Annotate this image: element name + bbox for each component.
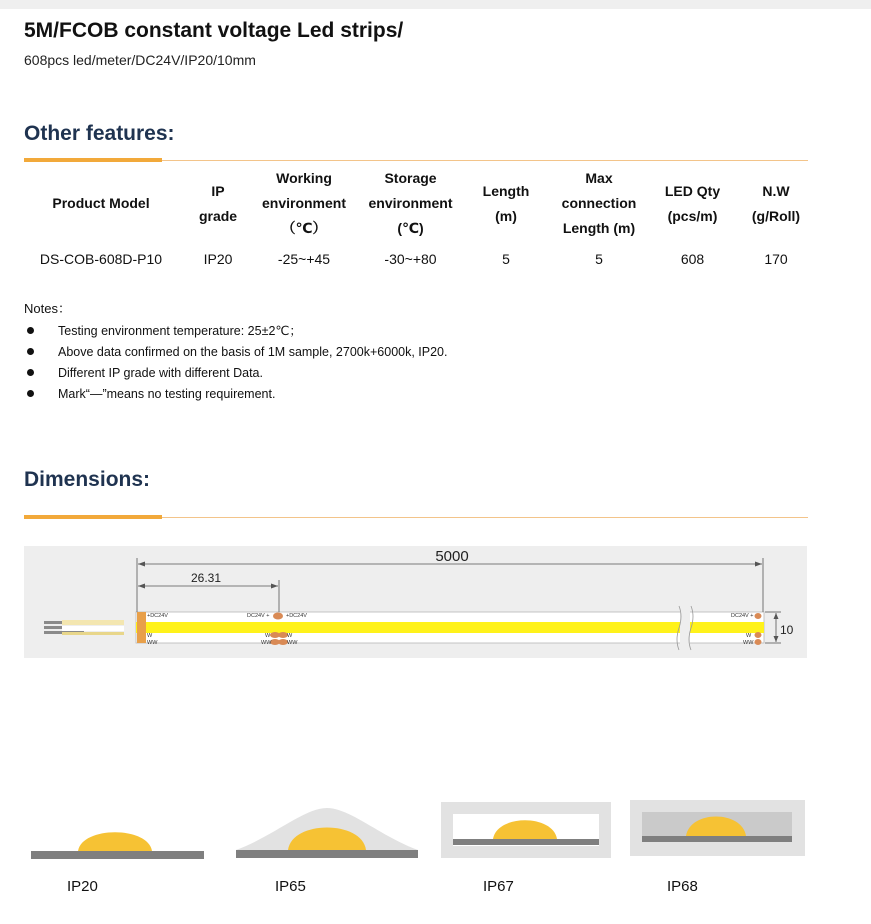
pad-label-ww-mid: WW [261,640,272,646]
column-header: LED Qty (pcs/m) [664,182,721,224]
pad-label-w: W [147,633,153,639]
cut-length-label: 26.31 [190,571,222,585]
column-header: N.W (g/Roll) [751,182,801,224]
table-cell: 5 [502,251,510,267]
pad-label-w-mid: W [265,633,271,639]
ip67-profile-icon [441,802,611,858]
table-cell: DS-COB-608D-P10 [39,251,163,267]
features-rule-accent [24,158,162,162]
ip68-label: IP68 [667,878,698,895]
column-header: Length (m) [482,182,530,224]
pad-label-dc24v-left: DC24V + [247,613,270,619]
column-header: Working environment （℃） [261,170,346,236]
break-gap [680,606,690,650]
dimensions-rule-accent [24,515,162,519]
pad-label-end-w: W [746,633,752,639]
spec-body [24,241,824,277]
pad-label-ww: WW [147,640,158,646]
ip20-profile-icon [30,820,205,862]
table-cell: 608 [680,251,705,267]
spec-table [24,166,824,277]
spec-header-row [24,166,824,241]
ip68-profile-icon [630,800,805,856]
column-header: Storage environment (℃) [368,170,453,236]
table-cell: IP20 [203,251,233,267]
features-heading: Other features: [24,122,175,145]
strip-end-cap [137,612,146,643]
note-item: Different IP grade with different Data. [24,364,447,385]
page-subtitle: 608pcs led/meter/DC24V/IP20/10mm [24,52,256,68]
note-item: Testing environment temperature: 25±2℃； [24,322,447,343]
bullet-icon [27,369,34,376]
column-header: IP grade [198,182,238,224]
table-cell: 5 [595,251,603,267]
note-item: Mark“—”means no testing requirement. [24,385,447,406]
bullet-icon [27,348,34,355]
total-length-label: 5000 [435,548,469,565]
pad-label-dc24v-plus: +DC24V [147,613,168,619]
bullet-icon [27,390,34,397]
pad-label-end-ww: WW [743,640,754,646]
pad-label-w-mid-right: W [287,633,293,639]
page-title: 5M/FCOB constant voltage Led strips/ [24,19,404,42]
table-cell: -30~+80 [384,251,437,267]
wires-icon [44,620,124,635]
column-header: Product Model [52,195,150,211]
width-label: 10 [780,623,794,637]
notes-heading: Notes： [24,301,71,316]
notes-list [24,322,447,406]
table-row [24,241,824,277]
ip20-label: IP20 [67,878,98,895]
strip-led-line [136,622,764,633]
bullet-icon [27,327,34,334]
note-item: Above data confirmed on the basis of 1M sample, 2700k+6000k, IP20. [24,343,447,364]
pad-label-end-dc24v: DC24V + [731,613,754,619]
ip65-profile-icon [234,806,420,862]
ip67-label: IP67 [483,878,514,895]
pad-label-ww-mid-right: WW [287,640,298,646]
pad-label-dc24v-right: +DC24V [286,613,307,619]
top-bar [0,0,871,9]
dimensions-heading: Dimensions: [24,468,151,491]
dimension-drawing [24,546,807,658]
column-header: Max connection Length (m) [561,170,637,236]
table-cell: -25~+45 [277,251,331,267]
table-cell: 170 [764,251,788,267]
ip65-label: IP65 [275,878,306,895]
